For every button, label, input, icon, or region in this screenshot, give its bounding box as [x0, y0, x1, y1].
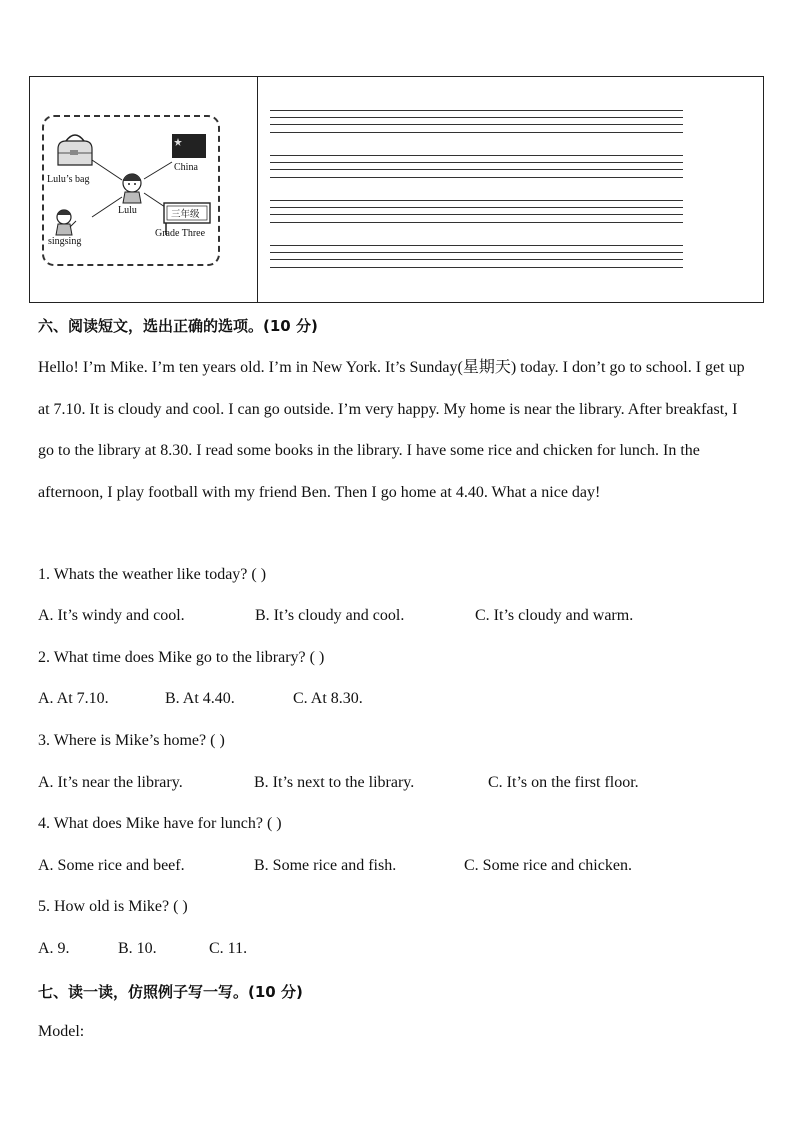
q2-option-b[interactable]: B. At 4.40.	[165, 690, 235, 707]
q1-option-b[interactable]: B. It’s cloudy and cool.	[255, 607, 405, 624]
writing-line	[270, 222, 683, 223]
writing-line	[270, 207, 683, 208]
q2-option-c[interactable]: C. At 8.30.	[293, 690, 363, 707]
question-1: 1. Whats the weather like today? ( )	[38, 566, 267, 583]
question-5: 5. How old is Mike? ( )	[38, 898, 188, 915]
writing-line	[270, 245, 683, 246]
writing-lines[interactable]	[270, 77, 750, 302]
reading-passage: Hello! I’m Mike. I’m ten years old. I’m in New York. It’s Sunday(星期天) today. I don’t go to school. I get up at 7.10. It is cloudy and cool. I can go outside. I’m very happy. My home is near the library. After breakfast, I go to the library at 8.30. I read some books in the library. I have some rice and chicken for lunch. In the afternoon, I play football with my friend Ben. Then I go home at 4.40. What a nice day!	[38, 359, 745, 501]
grade-box-label: 三年级	[171, 209, 200, 220]
question-2: 2. What time does Mike go to the library? ( )	[38, 649, 325, 666]
q5-option-c[interactable]: C. 11.	[209, 940, 248, 957]
q4-option-a[interactable]: A. Some rice and beef.	[38, 857, 185, 874]
q3-option-b[interactable]: B. It’s next to the library.	[254, 774, 415, 791]
table-divider	[257, 77, 258, 302]
q1-option-c[interactable]: C. It’s cloudy and warm.	[475, 607, 634, 624]
q2-option-a[interactable]: A. At 7.10.	[38, 690, 109, 707]
model-label: Model:	[38, 1023, 85, 1040]
q3-option-a[interactable]: A. It’s near the library.	[38, 774, 183, 791]
writing-line	[270, 132, 683, 133]
writing-line	[270, 214, 683, 215]
grade-three-label: Grade Three	[155, 228, 206, 239]
q3-option-c[interactable]: C. It’s on the first floor.	[488, 774, 639, 791]
writing-line	[270, 259, 683, 260]
writing-line	[270, 267, 683, 268]
writing-line	[270, 162, 683, 163]
section-6-title: 六、阅读短文，选出正确的选项。(10 分)	[38, 317, 318, 335]
writing-table	[29, 76, 764, 303]
q5-option-a[interactable]: A. 9.	[38, 940, 70, 957]
writing-line	[270, 117, 683, 118]
lulu-girl-icon	[123, 174, 141, 203]
writing-line	[270, 252, 683, 253]
china-label: China	[174, 162, 198, 173]
writing-line	[270, 155, 683, 156]
writing-line	[270, 200, 683, 201]
singing-girl-icon	[56, 210, 76, 235]
question-3: 3. Where is Mike’s home? ( )	[38, 732, 225, 749]
china-flag-icon	[172, 134, 206, 158]
question-4: 4. What does Mike have for lunch? ( )	[38, 815, 282, 832]
writing-line	[270, 124, 683, 125]
singsing-label: singsing	[48, 236, 82, 247]
writing-line	[270, 110, 683, 111]
q4-option-b[interactable]: B. Some rice and fish.	[254, 857, 397, 874]
writing-line	[270, 169, 683, 170]
writing-line	[270, 177, 683, 178]
lulus-bag-label: Lulu’s bag	[47, 174, 90, 185]
q5-option-b[interactable]: B. 10.	[118, 940, 157, 957]
mind-map	[42, 115, 220, 266]
lulu-label: Lulu	[118, 205, 137, 216]
bag-icon	[58, 135, 92, 165]
q4-option-c[interactable]: C. Some rice and chicken.	[464, 857, 632, 874]
section-7-title: 七、读一读，仿照例子写一写。(10 分)	[38, 983, 303, 1001]
q1-option-a[interactable]: A. It’s windy and cool.	[38, 607, 185, 624]
